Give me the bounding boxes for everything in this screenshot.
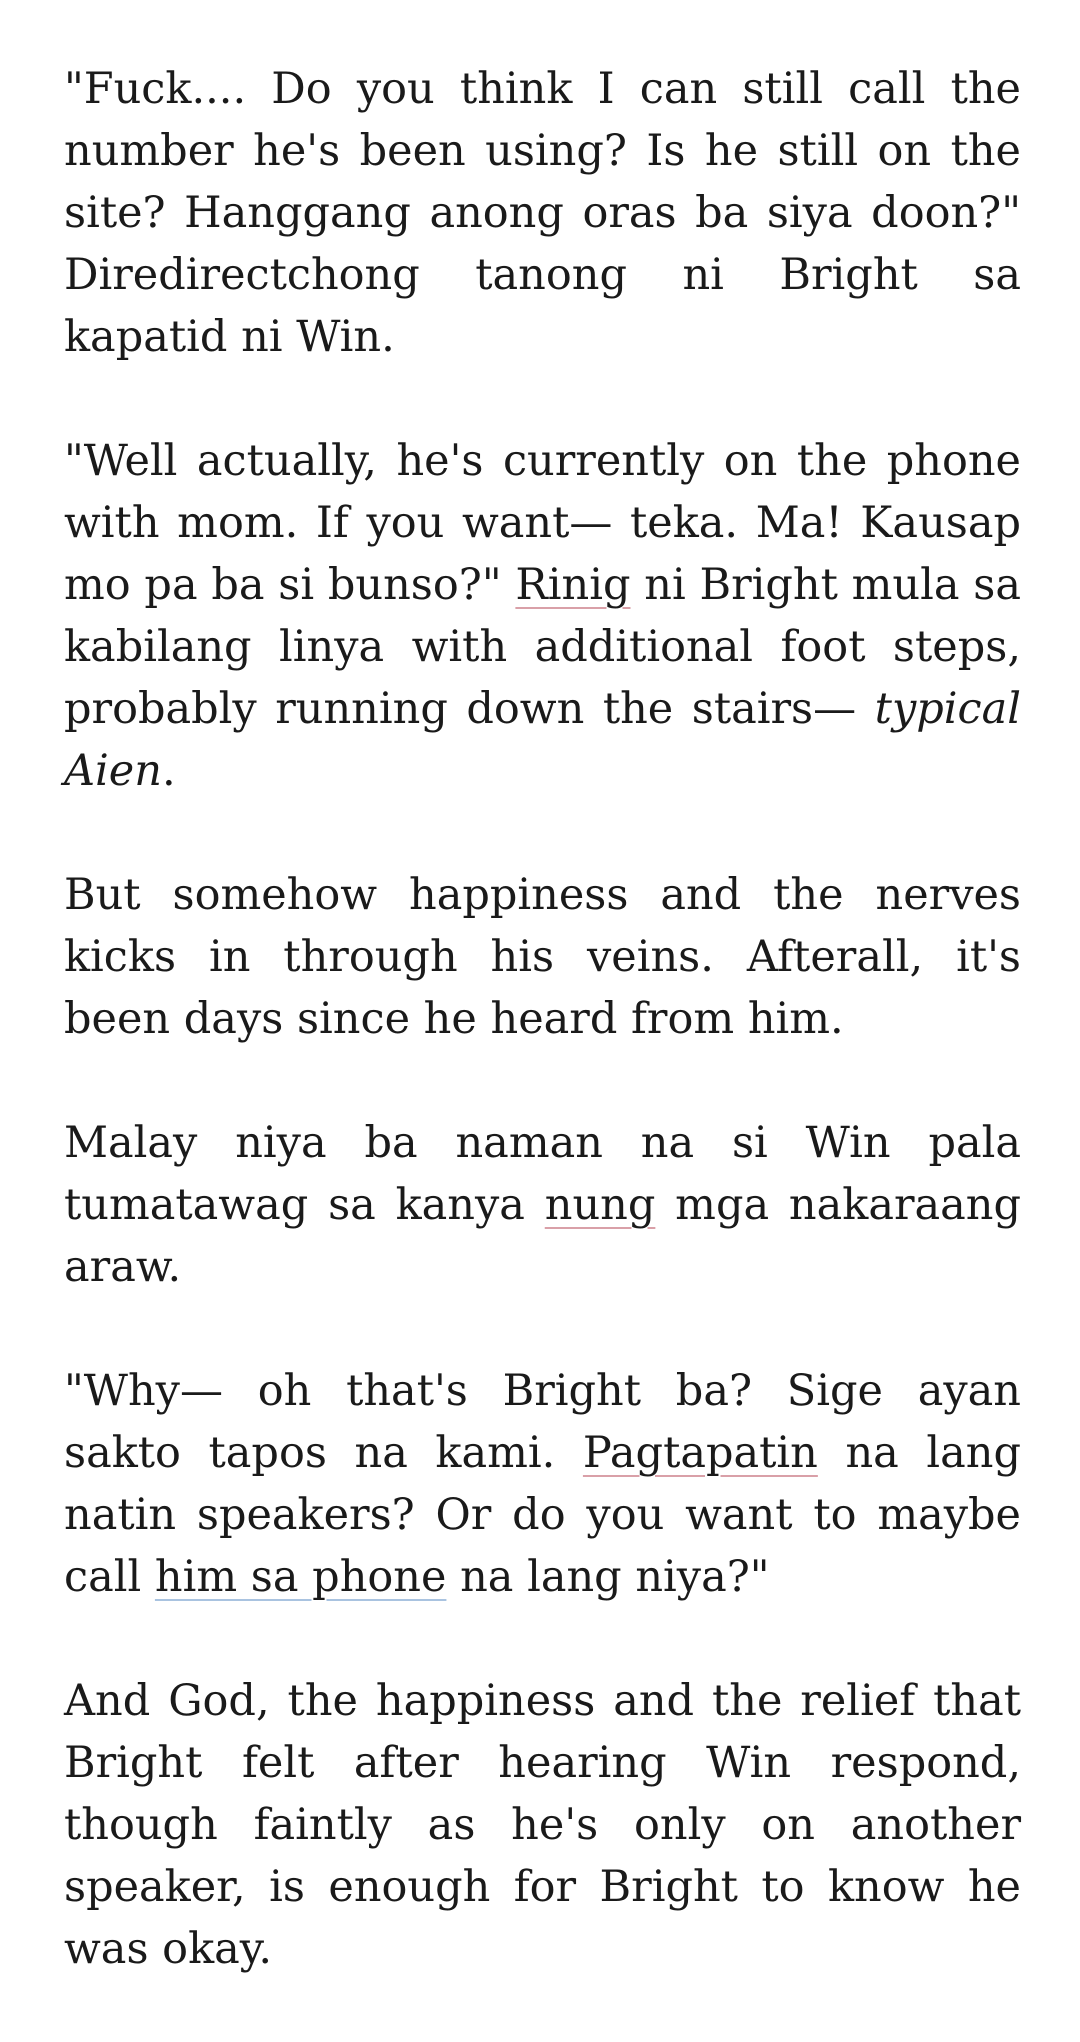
paragraph-5 <box>64 1360 1021 1608</box>
paragraph-2-text: "Well actually, he's currently on the phone with mom. If you want— teka. Ma! Kausap mo pa ba si bunso?" <box>64 436 1021 610</box>
paragraph-4-text-cont: mga nakaraang araw. <box>64 1180 1022 1292</box>
paragraph-3: But somehow happiness and the nerves kicks in through his veins. Afterall, it's been days since he heard from him. <box>64 870 1021 1044</box>
spellcheck-word-rinig[interactable]: Rinig <box>515 560 631 610</box>
grammar-flag-him-sa-phone[interactable]: him sa phone <box>154 1552 447 1602</box>
paragraph-4-text: Malay niya ba naman na si Win pala tumatawag sa kanya <box>64 1118 1021 1230</box>
paragraph-5-text: "Why— oh that's Bright ba? Sige ayan sakto tapos na kami. <box>64 1366 1021 1478</box>
story-text <box>64 58 1021 2042</box>
paragraph-2-end: . <box>161 746 176 796</box>
paragraph-5-text-cont: na lang natin speakers? Or do you want to maybe call <box>64 1428 1021 1602</box>
paragraph-5-end: na lang niya?" <box>446 1552 770 1602</box>
paragraph-4 <box>64 1112 1021 1298</box>
spellcheck-word-nung[interactable]: nung <box>544 1180 656 1230</box>
paragraph-2-text-cont: ni Bright mula sa kabilang linya with additional foot steps, probably running down the stairs— <box>64 560 1021 734</box>
spellcheck-word-pagtapatin[interactable]: Pagtapatin <box>582 1428 818 1478</box>
paragraph-6: And God, the happiness and the relief that Bright felt after hearing Win respond, though faintly as he's only on another speaker, is enough for Bright to know he was okay. <box>64 1676 1021 1974</box>
paragraph-1: "Fuck.... Do you think I can still call the number he's been using? Is he still on the site? Hanggang anong oras ba siya doon?" Diredirectchong tanong ni Bright sa kapatid ni Win. <box>64 64 1021 362</box>
paragraph-2 <box>64 430 1021 802</box>
italic-phrase: typical Aien <box>64 684 1021 796</box>
